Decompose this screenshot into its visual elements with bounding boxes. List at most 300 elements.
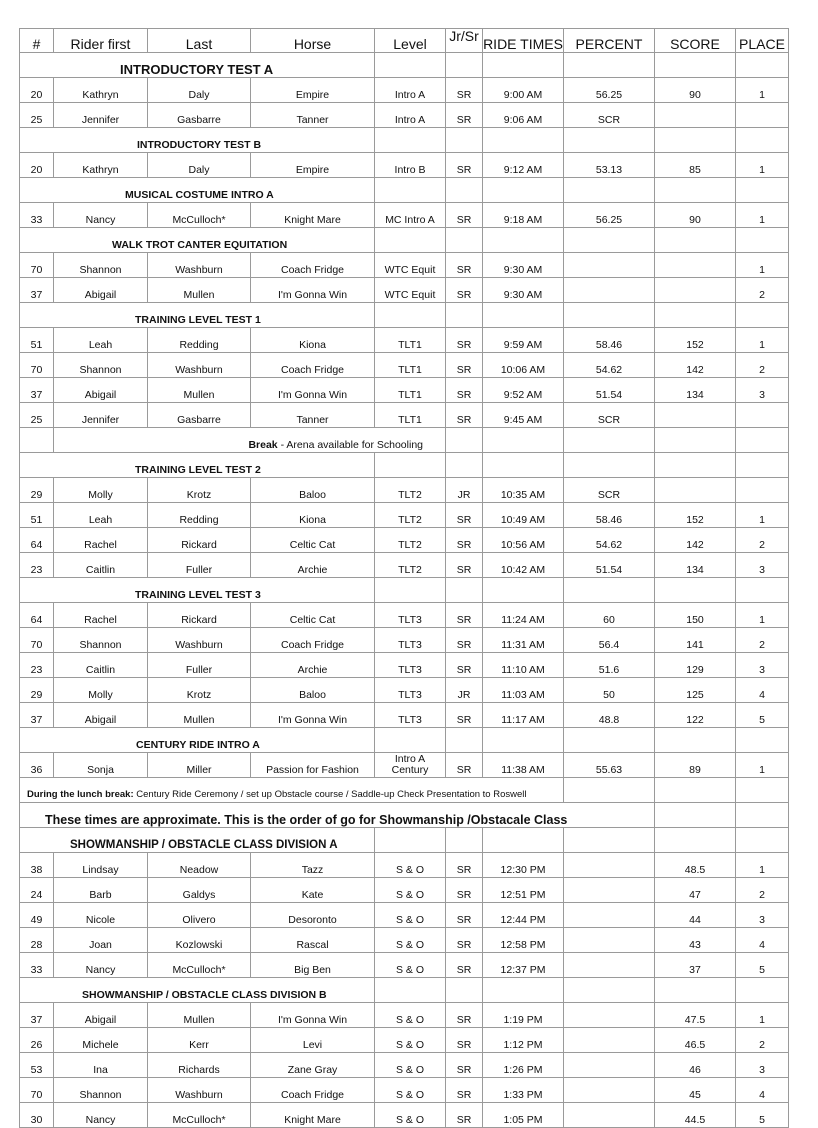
notice-row — [20, 803, 789, 828]
entry-row — [20, 478, 789, 503]
percent-cell: 50 — [564, 678, 655, 703]
empty-cell — [375, 303, 446, 328]
empty-cell — [446, 728, 483, 753]
level-cell: TLT3 — [375, 603, 446, 628]
empty-cell — [564, 728, 655, 753]
empty-cell — [736, 53, 789, 78]
jr-sr-cell: SR — [446, 703, 483, 728]
empty-cell — [483, 128, 564, 153]
number-cell: 20 — [20, 153, 54, 178]
section-title: MUSICAL COSTUME INTRO A — [20, 178, 375, 203]
section-header-row — [20, 578, 789, 603]
empty-cell — [446, 428, 483, 453]
horse-cell: Rascal — [251, 928, 375, 953]
entry-row — [20, 953, 789, 978]
horse-cell: Levi — [251, 1028, 375, 1053]
empty-cell — [655, 728, 736, 753]
level-cell: MC Intro A — [375, 203, 446, 228]
last-cell: McCulloch* — [148, 953, 251, 978]
place-cell: 2 — [736, 878, 789, 903]
ride-time-cell: 9:30 AM — [483, 278, 564, 303]
level-cell: S & O — [375, 853, 446, 878]
empty-cell — [446, 128, 483, 153]
lunch-note — [20, 778, 564, 803]
lunch-note-row — [20, 778, 789, 803]
rider-first-cell: Ina — [54, 1053, 148, 1078]
rider-first-cell: Abigail — [54, 1003, 148, 1028]
entry-row — [20, 403, 789, 428]
number-cell: 49 — [20, 903, 54, 928]
last-cell: Washburn — [148, 628, 251, 653]
ride-time-cell: 10:42 AM — [483, 553, 564, 578]
number-cell: 36 — [20, 753, 54, 778]
horse-cell: Kate — [251, 878, 375, 903]
score-cell: 150 — [655, 603, 736, 628]
jr-sr-cell: SR — [446, 603, 483, 628]
empty-cell — [655, 303, 736, 328]
number-cell: 30 — [20, 1103, 54, 1128]
number-cell: 53 — [20, 1053, 54, 1078]
rider-first-cell: Abigail — [54, 703, 148, 728]
place-cell: 5 — [736, 1103, 789, 1128]
percent-cell: 51.54 — [564, 378, 655, 403]
empty-cell — [483, 828, 564, 853]
ride-time-cell: 12:44 PM — [483, 903, 564, 928]
jr-sr-cell: SR — [446, 928, 483, 953]
empty-cell — [483, 178, 564, 203]
empty-cell — [736, 978, 789, 1003]
empty-cell — [564, 128, 655, 153]
section-header-row — [20, 728, 789, 753]
rider-first-cell: Leah — [54, 503, 148, 528]
score-cell: 37 — [655, 953, 736, 978]
empty-cell — [564, 178, 655, 203]
level-cell: S & O — [375, 903, 446, 928]
number-cell: 37 — [20, 703, 54, 728]
score-cell: 142 — [655, 528, 736, 553]
horse-cell: Baloo — [251, 478, 375, 503]
empty-cell — [655, 428, 736, 453]
empty-cell — [375, 828, 446, 853]
level-cell: TLT2 — [375, 553, 446, 578]
number-cell: 23 — [20, 653, 54, 678]
rider-first-cell: Nancy — [54, 953, 148, 978]
horse-cell: Baloo — [251, 678, 375, 703]
jr-sr-cell: SR — [446, 378, 483, 403]
last-cell: Gasbarre — [148, 103, 251, 128]
percent-cell: 51.54 — [564, 553, 655, 578]
empty-cell — [564, 828, 655, 853]
percent-cell: 56.25 — [564, 78, 655, 103]
jr-sr-cell: SR — [446, 653, 483, 678]
level-cell: TLT2 — [375, 503, 446, 528]
jr-sr-cell: SR — [446, 103, 483, 128]
ride-time-cell: 11:17 AM — [483, 703, 564, 728]
last-cell: Mullen — [148, 1003, 251, 1028]
empty-cell — [655, 53, 736, 78]
last-cell: Redding — [148, 503, 251, 528]
entry-row — [20, 1053, 789, 1078]
horse-cell: Celtic Cat — [251, 603, 375, 628]
rider-first-cell: Kathryn — [54, 78, 148, 103]
ride-time-cell: 10:35 AM — [483, 478, 564, 503]
score-cell: 44.5 — [655, 1103, 736, 1128]
empty-cell — [20, 428, 54, 453]
horse-cell: Kiona — [251, 328, 375, 353]
results-table — [19, 28, 789, 1128]
last-cell: Fuller — [148, 653, 251, 678]
empty-cell — [736, 303, 789, 328]
empty-cell — [655, 778, 736, 803]
empty-cell — [483, 428, 564, 453]
place-cell: 1 — [736, 603, 789, 628]
number-cell: 33 — [20, 203, 54, 228]
level-cell: TLT3 — [375, 653, 446, 678]
rider-first-cell: Michele — [54, 1028, 148, 1053]
empty-cell — [375, 228, 446, 253]
horse-cell: Empire — [251, 153, 375, 178]
entry-row — [20, 378, 789, 403]
rider-first-cell: Rachel — [54, 528, 148, 553]
score-cell: 85 — [655, 153, 736, 178]
level-cell: S & O — [375, 1028, 446, 1053]
jr-sr-cell: SR — [446, 503, 483, 528]
ride-time-cell: 11:10 AM — [483, 653, 564, 678]
number-cell: 25 — [20, 403, 54, 428]
entry-row — [20, 878, 789, 903]
empty-cell — [375, 53, 446, 78]
horse-cell: I'm Gonna Win — [251, 378, 375, 403]
level-cell: S & O — [375, 953, 446, 978]
place-cell: 1 — [736, 328, 789, 353]
number-cell: 51 — [20, 328, 54, 353]
jr-sr-cell: SR — [446, 153, 483, 178]
score-cell: 47.5 — [655, 1003, 736, 1028]
rider-first-cell: Barb — [54, 878, 148, 903]
last-cell: Rickard — [148, 603, 251, 628]
entry-row — [20, 853, 789, 878]
empty-cell — [564, 303, 655, 328]
horse-cell: Big Ben — [251, 953, 375, 978]
col-place-header: PLACE — [736, 29, 789, 53]
level-cell: S & O — [375, 928, 446, 953]
empty-cell — [564, 53, 655, 78]
section-header-row — [20, 978, 789, 1003]
percent-cell — [564, 1103, 655, 1128]
jr-sr-cell: SR — [446, 1078, 483, 1103]
col-last-header: Last — [148, 29, 251, 53]
entry-row — [20, 703, 789, 728]
rider-first-cell: Caitlin — [54, 553, 148, 578]
section-title: TRAINING LEVEL TEST 1 — [20, 303, 375, 328]
empty-cell — [655, 228, 736, 253]
level-cell: TLT3 — [375, 703, 446, 728]
horse-cell: Archie — [251, 653, 375, 678]
place-cell: 3 — [736, 653, 789, 678]
place-cell — [736, 403, 789, 428]
horse-cell: I'm Gonna Win — [251, 703, 375, 728]
empty-cell — [446, 828, 483, 853]
score-cell: 44 — [655, 903, 736, 928]
horse-cell: Coach Fridge — [251, 253, 375, 278]
place-cell: 2 — [736, 528, 789, 553]
empty-cell — [375, 178, 446, 203]
score-cell: 141 — [655, 628, 736, 653]
place-cell: 2 — [736, 278, 789, 303]
level-cell: Intro B — [375, 153, 446, 178]
rider-first-cell: Kathryn — [54, 153, 148, 178]
horse-cell: Desoronto — [251, 903, 375, 928]
place-cell: 1 — [736, 1003, 789, 1028]
number-cell: 64 — [20, 528, 54, 553]
score-cell — [655, 253, 736, 278]
empty-cell — [446, 178, 483, 203]
rider-first-cell: Joan — [54, 928, 148, 953]
place-cell — [736, 478, 789, 503]
number-cell: 29 — [20, 678, 54, 703]
rider-first-cell: Nicole — [54, 903, 148, 928]
level-cell: S & O — [375, 878, 446, 903]
ride-time-cell: 12:37 PM — [483, 953, 564, 978]
empty-cell — [446, 228, 483, 253]
number-cell: 70 — [20, 628, 54, 653]
jr-sr-cell: SR — [446, 328, 483, 353]
percent-cell — [564, 1053, 655, 1078]
jr-sr-cell: SR — [446, 753, 483, 778]
place-cell: 1 — [736, 253, 789, 278]
jr-sr-cell: SR — [446, 528, 483, 553]
last-cell: Neadow — [148, 853, 251, 878]
number-cell: 64 — [20, 603, 54, 628]
rider-first-cell: Molly — [54, 678, 148, 703]
jr-sr-cell: SR — [446, 853, 483, 878]
last-cell: Washburn — [148, 1078, 251, 1103]
break-label: Break — [248, 439, 278, 451]
ride-time-cell: 9:30 AM — [483, 253, 564, 278]
section-title: INTRODUCTORY TEST B — [20, 128, 375, 153]
empty-cell — [483, 578, 564, 603]
col-number-header: # — [20, 29, 54, 53]
score-cell: 43 — [655, 928, 736, 953]
percent-cell: SCR — [564, 103, 655, 128]
entry-row — [20, 678, 789, 703]
score-cell — [655, 478, 736, 503]
empty-cell — [375, 453, 446, 478]
lunch-note-label: During the lunch break: — [27, 789, 134, 800]
section-header-row — [20, 303, 789, 328]
entry-row — [20, 1003, 789, 1028]
score-cell: 152 — [655, 503, 736, 528]
ride-time-cell: 9:18 AM — [483, 203, 564, 228]
last-cell: Richards — [148, 1053, 251, 1078]
rider-first-cell: Shannon — [54, 628, 148, 653]
rider-first-cell: Abigail — [54, 278, 148, 303]
place-cell: 1 — [736, 78, 789, 103]
horse-cell: Archie — [251, 553, 375, 578]
ride-time-cell: 9:59 AM — [483, 328, 564, 353]
percent-cell — [564, 878, 655, 903]
ride-time-cell: 9:06 AM — [483, 103, 564, 128]
horse-cell: Coach Fridge — [251, 628, 375, 653]
score-cell: 90 — [655, 203, 736, 228]
ride-time-cell: 11:38 AM — [483, 753, 564, 778]
score-cell: 122 — [655, 703, 736, 728]
entry-row — [20, 203, 789, 228]
place-cell: 2 — [736, 628, 789, 653]
level-cell: TLT1 — [375, 403, 446, 428]
section-title: TRAINING LEVEL TEST 3 — [20, 578, 375, 603]
place-cell: 3 — [736, 378, 789, 403]
level-cell: TLT1 — [375, 328, 446, 353]
empty-cell — [564, 578, 655, 603]
number-cell: 24 — [20, 878, 54, 903]
ride-time-cell: 9:12 AM — [483, 153, 564, 178]
jr-sr-cell: SR — [446, 903, 483, 928]
empty-cell — [375, 728, 446, 753]
rider-first-cell: Jennifer — [54, 103, 148, 128]
entry-row — [20, 928, 789, 953]
percent-cell: SCR — [564, 478, 655, 503]
entry-row — [20, 603, 789, 628]
rider-first-cell: Jennifer — [54, 403, 148, 428]
header-row — [20, 29, 789, 53]
entry-row — [20, 328, 789, 353]
rider-first-cell: Caitlin — [54, 653, 148, 678]
empty-cell — [655, 578, 736, 603]
place-cell: 4 — [736, 928, 789, 953]
section-title: INTRODUCTORY TEST A — [20, 53, 375, 78]
empty-cell — [564, 978, 655, 1003]
col-ride-times-header: RIDE TIMES — [483, 29, 564, 53]
jr-sr-cell: JR — [446, 678, 483, 703]
jr-sr-cell: SR — [446, 953, 483, 978]
empty-cell — [483, 303, 564, 328]
rider-first-cell: Lindsay — [54, 853, 148, 878]
empty-cell — [446, 978, 483, 1003]
percent-cell — [564, 278, 655, 303]
percent-cell: 58.46 — [564, 503, 655, 528]
entry-row — [20, 1078, 789, 1103]
percent-cell — [564, 1028, 655, 1053]
percent-cell — [564, 953, 655, 978]
ride-time-cell: 1:33 PM — [483, 1078, 564, 1103]
col-level-header: Level — [375, 29, 446, 53]
number-cell: 20 — [20, 78, 54, 103]
empty-cell — [655, 978, 736, 1003]
empty-cell — [564, 428, 655, 453]
jr-sr-cell: SR — [446, 1103, 483, 1128]
break-note — [54, 428, 446, 453]
entry-row — [20, 353, 789, 378]
place-cell: 3 — [736, 553, 789, 578]
entry-row — [20, 528, 789, 553]
ride-time-cell: 9:52 AM — [483, 378, 564, 403]
place-cell: 1 — [736, 853, 789, 878]
empty-cell — [564, 453, 655, 478]
place-cell: 3 — [736, 1053, 789, 1078]
level-cell: TLT1 — [375, 353, 446, 378]
results-body — [20, 53, 789, 1128]
level-cell: S & O — [375, 1053, 446, 1078]
entry-row — [20, 278, 789, 303]
score-cell: 152 — [655, 328, 736, 353]
jr-sr-cell: SR — [446, 403, 483, 428]
horse-cell: Passion for Fashion — [251, 753, 375, 778]
percent-cell: 54.62 — [564, 528, 655, 553]
place-cell: 3 — [736, 903, 789, 928]
last-cell: Galdys — [148, 878, 251, 903]
ride-time-cell: 1:05 PM — [483, 1103, 564, 1128]
empty-cell — [736, 578, 789, 603]
score-cell — [655, 403, 736, 428]
empty-cell — [446, 303, 483, 328]
empty-cell — [483, 978, 564, 1003]
number-cell: 26 — [20, 1028, 54, 1053]
horse-cell: Empire — [251, 78, 375, 103]
level-cell: TLT2 — [375, 528, 446, 553]
empty-cell — [736, 453, 789, 478]
number-cell: 38 — [20, 853, 54, 878]
percent-cell: 56.25 — [564, 203, 655, 228]
jr-sr-cell: SR — [446, 1028, 483, 1053]
last-cell: Washburn — [148, 253, 251, 278]
jr-sr-cell: SR — [446, 78, 483, 103]
number-cell: 37 — [20, 1003, 54, 1028]
level-cell: WTC Equit — [375, 253, 446, 278]
entry-row — [20, 653, 789, 678]
section-header-row — [20, 178, 789, 203]
entry-row — [20, 78, 789, 103]
place-cell — [736, 103, 789, 128]
level-cell: TLT3 — [375, 628, 446, 653]
percent-cell: 53.13 — [564, 153, 655, 178]
last-cell: Miller — [148, 753, 251, 778]
number-cell: 23 — [20, 553, 54, 578]
rider-first-cell: Shannon — [54, 253, 148, 278]
lunch-note-text: Century Ride Ceremony / set up Obstacle course / Saddle-up Check Presentation to Roswell — [133, 789, 527, 800]
place-cell: 5 — [736, 703, 789, 728]
jr-sr-cell: SR — [446, 628, 483, 653]
level-cell: TLT1 — [375, 378, 446, 403]
level-cell: TLT2 — [375, 478, 446, 503]
empty-cell — [736, 828, 789, 853]
place-cell: 4 — [736, 678, 789, 703]
horse-cell: Knight Mare — [251, 203, 375, 228]
col-percent-header: PERCENT — [564, 29, 655, 53]
score-cell: 89 — [655, 753, 736, 778]
number-cell: 51 — [20, 503, 54, 528]
empty-cell — [655, 178, 736, 203]
last-cell: Mullen — [148, 378, 251, 403]
place-cell: 5 — [736, 953, 789, 978]
horse-cell: Coach Fridge — [251, 1078, 375, 1103]
number-cell: 37 — [20, 278, 54, 303]
last-cell: Gasbarre — [148, 403, 251, 428]
number-cell: 25 — [20, 103, 54, 128]
col-jrsr-header: Jr/Sr — [446, 29, 483, 53]
last-cell: McCulloch* — [148, 203, 251, 228]
percent-cell — [564, 253, 655, 278]
ride-time-cell: 10:49 AM — [483, 503, 564, 528]
col-horse-header: Horse — [251, 29, 375, 53]
number-cell: 70 — [20, 253, 54, 278]
empty-cell — [736, 778, 789, 803]
percent-cell: 54.62 — [564, 353, 655, 378]
percent-cell — [564, 853, 655, 878]
section-title: TRAINING LEVEL TEST 2 — [20, 453, 375, 478]
number-cell: 70 — [20, 353, 54, 378]
percent-cell — [564, 903, 655, 928]
